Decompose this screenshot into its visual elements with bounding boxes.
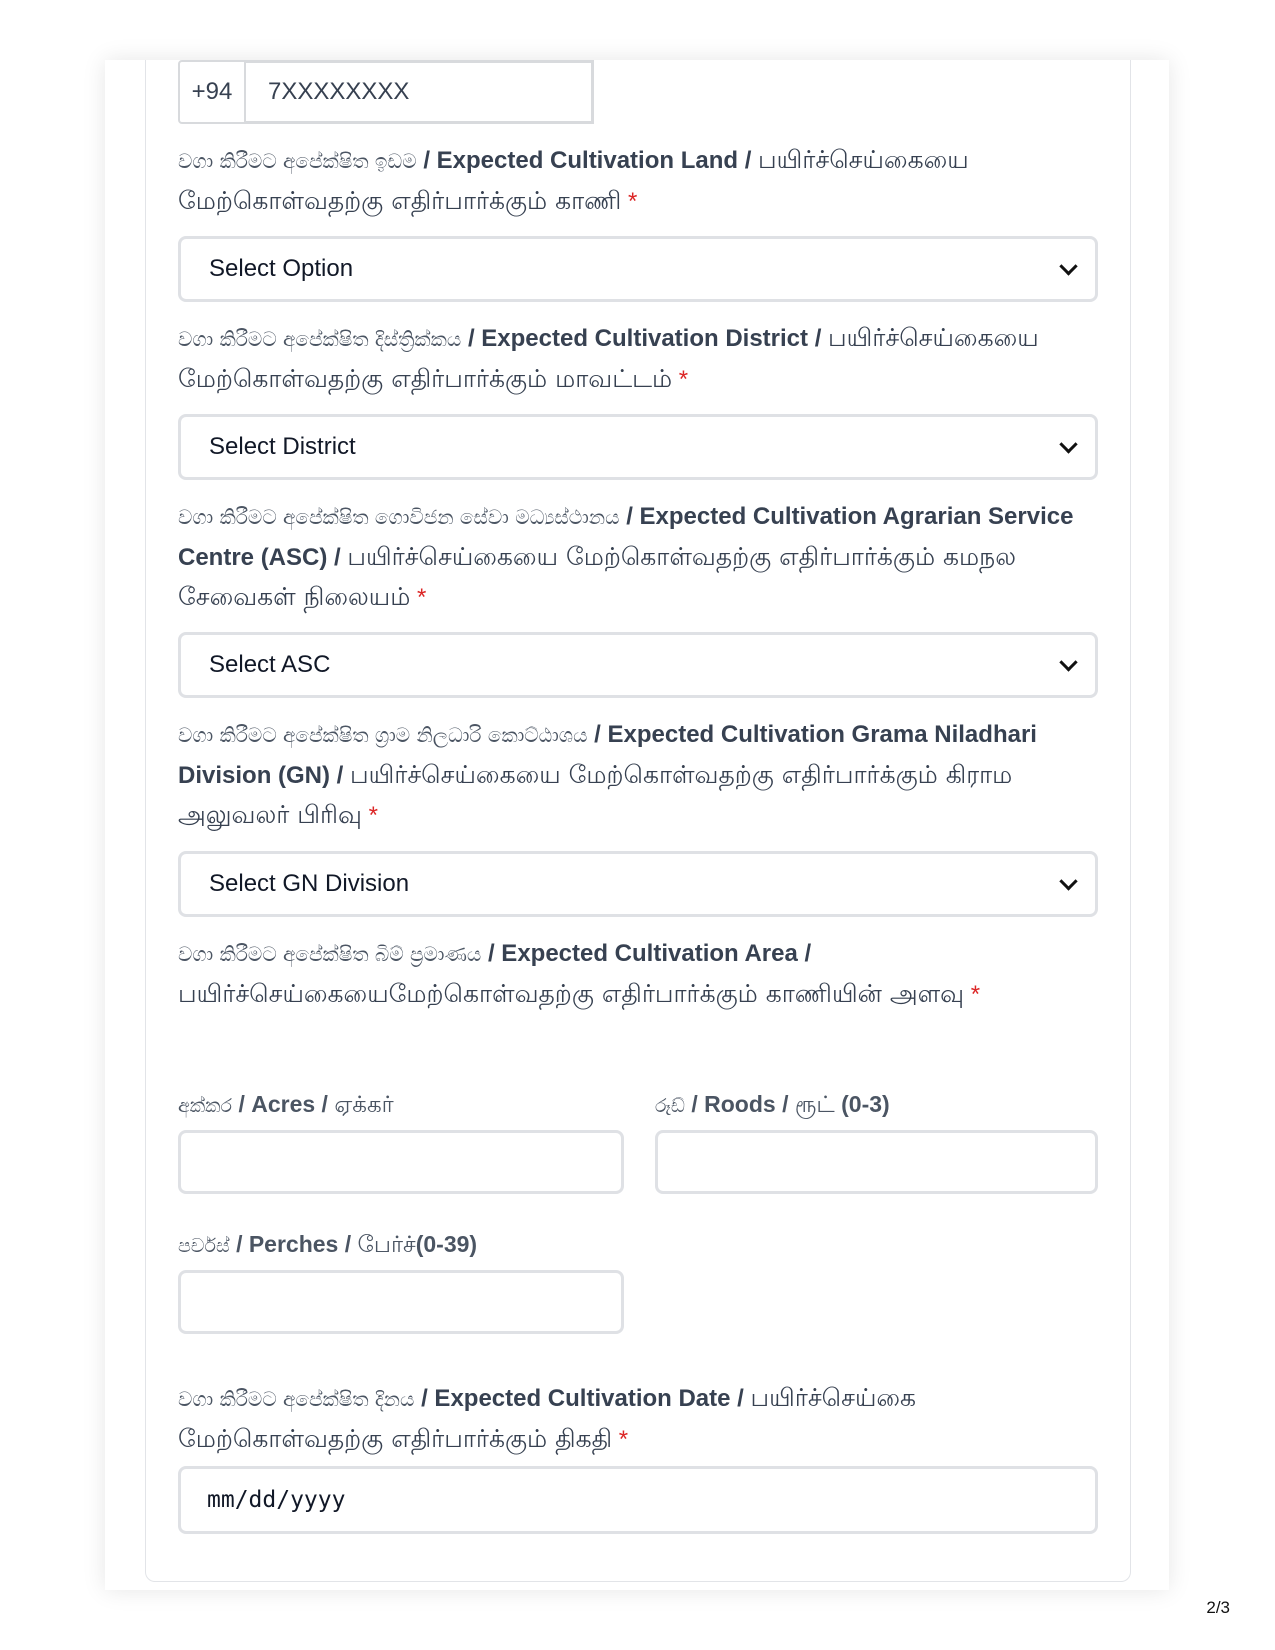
district-select-value: Select District: [209, 433, 356, 460]
roods-label-si: රූඩ්: [655, 1095, 685, 1117]
required-marker: *: [628, 188, 638, 215]
acres-input[interactable]: [178, 1130, 624, 1194]
land-label-ta: பயிர்ச்செய்கையை மேற்கொள்வதற்கு எதிர்பார்க்கும் காணி: [178, 145, 969, 215]
district-label-en: / Expected Cultivation District /: [467, 325, 822, 352]
required-marker: *: [368, 802, 378, 829]
date-label: [178, 1378, 1098, 1459]
gn-label-ta: பயிர்ச்செய்கையை மேற்கொள்வதற்கு எதிர்பார்க்கும் கிராம அலுவலர் பிரிவு: [178, 760, 1013, 829]
district-select[interactable]: [178, 414, 1098, 480]
land-label: [178, 140, 1098, 221]
gn-select-value: Select GN Division: [209, 870, 410, 897]
land-select-value: Select Option: [209, 255, 354, 282]
date-label-ta: பயிர்ச்செய்கை மேற்கொள்வதற்கு எதிர்பார்க்கும் திகதி: [178, 1383, 917, 1453]
chevron-down-icon: [1059, 653, 1077, 671]
roods-input[interactable]: [655, 1130, 1098, 1194]
required-marker: *: [970, 981, 981, 1008]
district-label-si: වගා කිරීමට අපේක්ෂිත දිස්ත්‍රික්කය: [178, 327, 462, 351]
acres-label-en: / Acres /: [238, 1091, 328, 1117]
acres-label: [178, 1088, 394, 1122]
date-label-en: / Expected Cultivation Date /: [421, 1385, 744, 1412]
perches-label-si: පර්චස්: [178, 1235, 230, 1257]
acres-label-ta: ஏக்கர்: [334, 1092, 394, 1118]
area-label-si: වගා කිරීමට අපේක්ෂිත බිම් ප්‍රමාණය: [178, 942, 482, 966]
date-placeholder: mm/dd/yyyy: [207, 1487, 346, 1513]
perches-label-ta: பேர்ச்: [357, 1232, 416, 1258]
area-label: [178, 934, 1098, 1014]
land-select[interactable]: [178, 236, 1098, 302]
roods-label: [655, 1088, 890, 1122]
chevron-down-icon: [1059, 435, 1077, 453]
roods-range: (0-3): [841, 1091, 890, 1117]
perches-label-en: / Perches /: [236, 1231, 352, 1257]
gn-label-si: වගා කිරීමට අපේක්ෂිත ග්‍රාම නිලධාරි කොට්ඨාශය: [178, 723, 588, 747]
date-input[interactable]: [178, 1466, 1098, 1534]
district-label: [178, 318, 1098, 399]
asc-select[interactable]: [178, 632, 1098, 698]
phone-input-group: [178, 60, 594, 124]
district-label-ta: பயிர்ச்செய்கையை மேற்கொள்வதற்கு எதிர்பார்க்கும் மாவட்டம்: [178, 323, 1039, 393]
page-number: 2/3: [1206, 1598, 1230, 1617]
land-label-en: / Expected Cultivation Land /: [423, 147, 752, 174]
required-marker: *: [678, 366, 689, 393]
gn-select[interactable]: [178, 851, 1098, 917]
area-label-ta: பயிர்ச்செய்கையைமேற்கொள்வதற்கு எதிர்பார்க்கும் காணியின் அளவு: [178, 979, 965, 1008]
asc-label-en: / Expected Cultivation Agrarian Service Centre (ASC) /: [178, 503, 1074, 571]
roods-label-ta: ரூட்: [794, 1092, 835, 1118]
gn-label-en: / Expected Cultivation Grama Niladhari Division (GN) /: [178, 721, 1037, 789]
asc-label-ta: பயிர்ச்செய்கையை மேற்கொள்வதற்கு எதிர்பார்க்கும் கமநல சேவைகள் நிலையம்: [178, 542, 1016, 611]
asc-label: [178, 497, 1098, 617]
required-marker: *: [417, 584, 427, 611]
area-label-en: / Expected Cultivation Area /: [487, 940, 812, 967]
chevron-down-icon: [1059, 257, 1077, 275]
land-label-si: වගා කිරීමට අපේක්ෂිත ඉඩම: [178, 149, 417, 173]
acres-label-si: අක්කර: [178, 1095, 233, 1117]
asc-select-value: Select ASC: [209, 651, 331, 678]
asc-label-si: වගා කිරීමට අපේක්ෂිත ගොවිජන සේවා මධ්‍යස්ථානය: [178, 505, 620, 529]
roods-label-en: / Roods /: [691, 1091, 789, 1117]
country-code-prefix: +94: [178, 60, 246, 124]
perches-label: [178, 1228, 477, 1262]
gn-label: [178, 715, 1098, 835]
required-marker: *: [618, 1426, 629, 1453]
perches-range: (0-39): [415, 1231, 478, 1257]
date-label-si: වගා කිරීමට අපේක්ෂිත දිනය: [178, 1387, 415, 1411]
perches-input[interactable]: [178, 1270, 624, 1334]
chevron-down-icon: [1059, 872, 1077, 890]
phone-number-input[interactable]: 7XXXXXXXX: [246, 60, 594, 124]
